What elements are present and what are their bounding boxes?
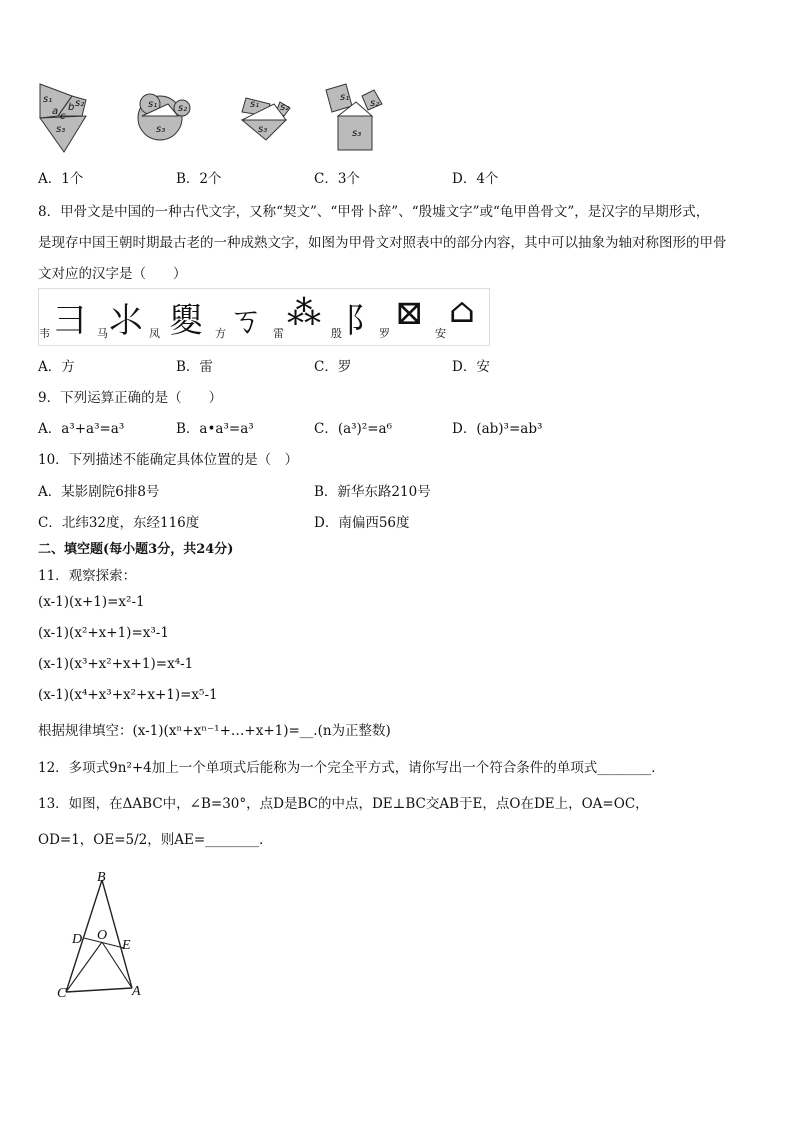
q11-stem: 11．观察探索： (38, 568, 137, 584)
q13-label-e: E (122, 938, 131, 953)
section-2-heading: 二、填空题(每小题3分，共24分) (38, 542, 234, 557)
q8-line-1: 8．甲骨文是中国的一种古代文字，又称“契文”、“甲骨卜辞”、“殷墟文字”或“龟甲兽骨文”，是汉字的早期形式， (38, 204, 710, 220)
oracle-char-label: 安 (435, 327, 446, 340)
oracle-char-label: 方 (215, 327, 226, 340)
q7-option-a[interactable]: A．1个 (38, 171, 84, 187)
q10-stem: 10．下列描述不能确定具体位置的是（ ） (38, 452, 299, 468)
q7-fig2-s1: s₁ (148, 99, 158, 110)
q10-option-a[interactable]: A．某影剧院6排8号 (38, 484, 160, 500)
oracle-char-label: 殷 (331, 327, 342, 340)
oracle-glyph-lei-icon: ⁂ (287, 293, 321, 333)
q8-line-2: 是现存中国王朝时期最古老的一种成熟文字，如图为甲骨文对照表中的部分内容，其中可以抽象为轴对称图形的甲骨 (38, 235, 727, 251)
q11-row-2: (x-1)(x²+x+1)=x³-1 (38, 625, 169, 641)
q13-label-d: D (72, 932, 83, 947)
q7-fig1-b: b (68, 102, 75, 113)
q9-option-a[interactable]: A．a³+a³=a³ (38, 421, 125, 437)
q9-option-c[interactable]: C．(a³)²=a⁶ (314, 421, 393, 437)
oracle-char-label: 马 (97, 327, 108, 340)
q11-rule: 根据规律填空：(x-1)(xⁿ+xⁿ⁻¹+…+x+1)=__.(n为正整数) (38, 723, 391, 739)
q7-fig4-s1: s₁ (340, 92, 350, 103)
q7-figure-1 (36, 82, 96, 154)
q13-line-1: 13．如图，在ΔABC中，∠B=30°，点D是BC的中点，DE⊥BC交AB于E，点O在DE上，OA=OC， (38, 796, 649, 812)
q13-line-2: OD=1，OE=5/2，则AE=________． (38, 832, 273, 848)
q7-option-c[interactable]: C．3个 (314, 171, 360, 187)
q7-fig2-s2: s₂ (178, 103, 188, 114)
oracle-glyph-feng-icon: 夓 (169, 301, 203, 341)
q7-fig3-s2: s₂ (280, 102, 290, 113)
q7-fig3-s1: s₁ (250, 99, 260, 110)
q7-fig2-s3: s₃ (156, 124, 166, 135)
oracle-char-label: 韦 (39, 327, 50, 340)
q11-row-3: (x-1)(x³+x²+x+1)=x⁴-1 (38, 656, 194, 672)
oracle-char-label: 罗 (379, 327, 390, 340)
oracle-char-label: 凤 (149, 327, 160, 340)
q11-row-1: (x-1)(x+1)=x²-1 (38, 594, 145, 610)
q11-row-4: (x-1)(x⁴+x³+x²+x+1)=x⁵-1 (38, 687, 218, 703)
q7-fig1-c: c (60, 111, 66, 122)
q8-option-c[interactable]: C．罗 (314, 359, 352, 375)
q13-label-b: B (97, 870, 106, 885)
q8-option-b[interactable]: B．雷 (176, 359, 213, 375)
q10-option-c[interactable]: C．北纬32度，东经116度 (38, 515, 200, 531)
q7-option-d[interactable]: D．4个 (452, 171, 499, 187)
q7-fig1-s2: s₂ (75, 98, 85, 109)
oracle-glyph-an-icon: ⌂ (449, 291, 475, 331)
oracle-char-label: 雷 (273, 327, 284, 340)
q7-fig1-s3: s₃ (56, 124, 66, 135)
oracle-glyph-wei-icon: 彐 (53, 301, 87, 341)
q13-label-a: A (132, 984, 141, 999)
q9-option-d[interactable]: D．(ab)³=ab³ (452, 421, 543, 437)
oracle-glyph-luo-icon: ⊠ (395, 293, 424, 333)
q7-fig3-s3: s₃ (258, 124, 268, 135)
q10-option-d[interactable]: D．南偏西56度 (314, 515, 410, 531)
q13-label-o: O (97, 928, 108, 943)
q13-label-c: C (57, 986, 67, 1001)
q7-figure-2 (138, 94, 198, 154)
oracle-bone-table (38, 288, 490, 346)
q12-text: 12．多项式9n²+4加上一个单项式后能称为一个完全平方式，请你写出一个符合条件的单项式________． (38, 760, 665, 776)
q8-option-d[interactable]: D．安 (452, 359, 490, 375)
q9-option-b[interactable]: B．a•a³=a³ (176, 421, 254, 437)
q7-fig4-s2: s₂ (370, 98, 380, 109)
q7-figure-4 (322, 80, 388, 152)
q8-line-3: 文对应的汉字是（ ） (38, 266, 187, 282)
q8-option-a[interactable]: A．方 (38, 359, 75, 375)
q10-option-b[interactable]: B．新华东路210号 (314, 484, 431, 500)
q7-fig1-s1: s₁ (43, 94, 53, 105)
oracle-glyph-ma-icon: ⺢ (109, 301, 143, 341)
q7-option-b[interactable]: B．2个 (176, 171, 222, 187)
oracle-glyph-fang-icon: ㄎ (229, 301, 263, 341)
q9-stem: 9．下列运算正确的是（ ） (38, 390, 223, 406)
oracle-glyph-yin-icon: 阝 (345, 301, 379, 341)
q7-fig1-a: a (52, 106, 59, 117)
q7-fig4-s3: s₃ (352, 128, 362, 139)
